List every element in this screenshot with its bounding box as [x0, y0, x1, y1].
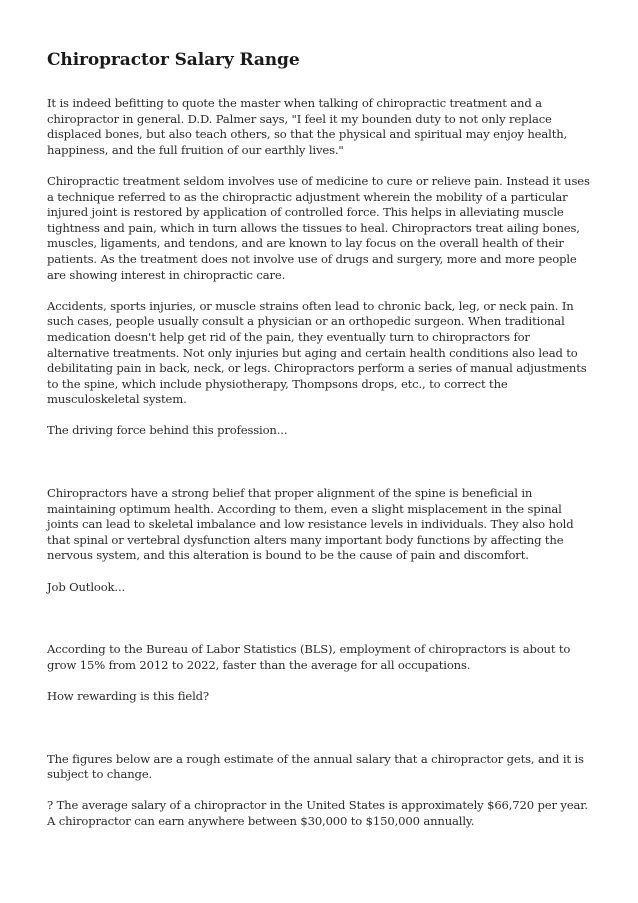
section-spacer [47, 595, 594, 642]
paragraph-spacer [47, 283, 594, 299]
paragraph-salary-figures-intro: The figures below are a rough estimate of the annual salary that a chiropractor gets, and it is subject to change. [47, 751, 584, 782]
section-heading-rewarding: How rewarding is this field? [47, 689, 210, 703]
paragraph-spine-alignment: Chiropractors have a strong belief that proper alignment of the spine is beneficial in maintaining optimum health. According to them, even a slight misplacement in the spinal joints can lead to skeletal imbalance and low resistance levels in individuals. They also hold that spinal or vertebral dysfunction alters many important body functions by affecting the nervous system, and this alteration is bound to be the cause of pain and discomfort. [47, 486, 574, 563]
paragraph-bls-outlook: According to the Bureau of Labor Statistics (BLS), employment of chiropractors is about to grow 15% from 2012 to 2022, faster than the average for all occupations. [47, 642, 571, 672]
paragraph-spacer [47, 783, 594, 799]
document-title: Chiropractor Salary Range [47, 50, 300, 70]
section-spacer [47, 705, 594, 752]
paragraph-spacer [47, 564, 594, 580]
section-heading-driving-force: The driving force behind this profession... [47, 423, 288, 438]
paragraph-palmer-quote: It is indeed befitting to quote the master when talking of chiropractic treatment and a chiropractor in general. D.D. Palmer says, "I feel it my bounden duty to not only replace displaced bones, but also teach others, so that the physical and spiritual may enjoy health, happiness, and the full fruition of our earthly lives." [47, 96, 568, 157]
paragraph-spacer [47, 158, 594, 174]
section-spacer [47, 439, 594, 486]
paragraph-average-salary: ? The average salary of a chiropractor in the United States is approximately $66,720 per year. A chiropractor can earn anywhere between $30,000 to $150,000 annually. [47, 798, 588, 828]
paragraph-accidents-injuries: Accidents, sports injuries, or muscle strains often lead to chronic back, leg, or neck pain. In such cases, people usually consult a physician or an orthopedic surgeon. When traditional medication doesn't help get rid of the pain, they eventually turn to chiropractors for alternative treatments. Not only injuries but aging and certain health conditions also lead to debilitating pain in back, neck, or legs. Chiropractors perform a series of manual adjustments to the spine, which include physiotherapy, Thompsons drops, etc., to correct the musculoskeletal system. [47, 298, 587, 407]
section-heading-job-outlook: Job Outlook... [47, 579, 126, 594]
paragraph-spacer [47, 673, 594, 689]
paragraph-spacer [47, 408, 594, 424]
paragraph-chiropractic-treatment: Chiropractic treatment seldom involves use of medicine to cure or relieve pain. Instead it uses a technique referred to as the chiropractic adjustment wherein the mobility of a particular injured joint is restored by application of controlled force. This helps in alleviating muscle tightness and pain, which in turn allows the tissues to heal. Chiropractors treat ailing bones, muscles, ligaments, and tendons, and are known to lay focus on the overall health of their patients. As the treatment does not involve use of drugs and surgery, more and more people are showing interest in chiropractic care. [47, 173, 590, 282]
